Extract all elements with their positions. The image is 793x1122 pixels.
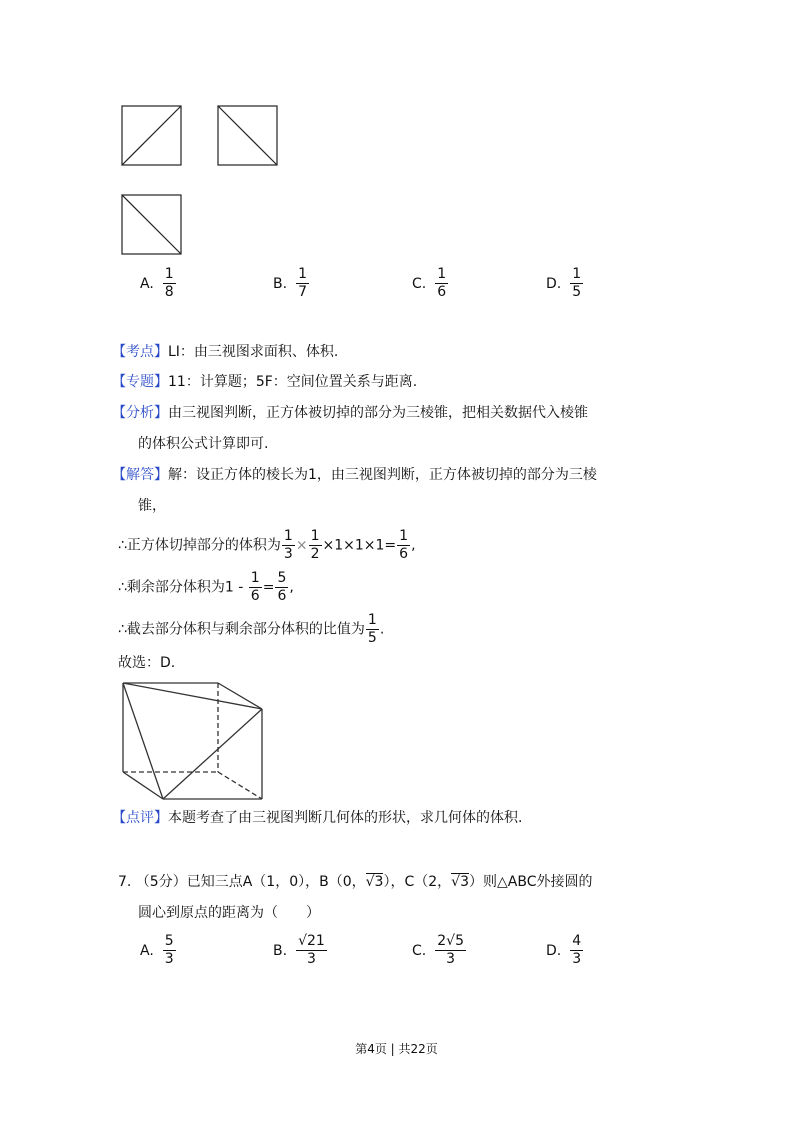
dianping-tag: 【点评】 xyxy=(112,810,168,826)
fenxi-text: 由三视图判断，正方体被切掉的部分为三棱锥，把相关数据代入棱锥 xyxy=(168,405,588,421)
q6-option-c: C. $\frac{1}{6}$ xyxy=(412,266,447,300)
dianping-line xyxy=(112,808,522,828)
jieda-line2: 锥， xyxy=(138,498,166,514)
fenxi-line2: 的体积公式计算即可. xyxy=(138,436,269,452)
page-footer: 第4页 | 共22页 xyxy=(355,1042,438,1056)
cube-figure xyxy=(123,683,262,799)
zhuanti-text: 11：计算题；5F：空间位置关系与距离. xyxy=(168,374,418,390)
three-view-top xyxy=(122,195,181,254)
sqrt-3: √3 xyxy=(451,874,469,890)
step1: ∴正方体切掉部分的体积为 $\frac{1}{3}$ × $\frac{1}{2}$ ×1×1×1= $\frac{1}{6}$ , xyxy=(118,528,416,562)
fenxi-line xyxy=(112,403,588,423)
sqrt-3: √3 xyxy=(365,874,384,890)
q6-option-a: A. $\frac{1}{8}$ xyxy=(140,266,174,300)
zhuanti-tag: 【专题】 xyxy=(112,374,168,390)
q7-option-a: A. $\frac{5}{3}$ xyxy=(140,933,174,967)
jieda-tag: 【解答】 xyxy=(112,467,168,483)
q7-option-d: D. $\frac{4}{3}$ xyxy=(546,933,582,967)
kaodian-line xyxy=(112,342,338,362)
q7-option-c: C. $\frac{2√5}{3}$ xyxy=(412,933,464,967)
zhuanti-line xyxy=(112,372,417,392)
q6-option-b: B. $\frac{1}{7}$ xyxy=(273,266,307,300)
three-view-side xyxy=(218,106,277,165)
q7-line1: 7. （5分）已知三点A（1，0），B（0，√3），C（2，√3）则△ABC外接圆的 xyxy=(118,874,593,890)
q7-line2: 圆心到原点的距离为（ ） xyxy=(138,905,320,921)
answer: 故选：D. xyxy=(118,655,176,671)
kaodian-tag: 【考点】 xyxy=(112,344,168,360)
jieda-line xyxy=(112,465,597,485)
q7-option-b: B. $\frac{√21}{3}$ xyxy=(273,933,325,967)
step3: ∴截去部分体积与剩余部分体积的比值为 $\frac{1}{5}$ . xyxy=(118,612,385,646)
dianping-text: 本题考查了由三视图判断几何体的形状，求几何体的体积. xyxy=(168,810,523,826)
jieda-text: 解：设正方体的棱长为1，由三视图判断，正方体被切掉的部分为三棱 xyxy=(168,467,597,483)
fenxi-tag: 【分析】 xyxy=(112,405,168,421)
three-view-front xyxy=(122,106,181,165)
q6-option-d: D. $\frac{1}{5}$ xyxy=(546,266,582,300)
step2: ∴剩余部分体积为1 - $\frac{1}{6}$ = $\frac{5}{6}$ , xyxy=(118,570,294,604)
kaodian-text: LI：由三视图求面积、体积. xyxy=(168,344,339,360)
